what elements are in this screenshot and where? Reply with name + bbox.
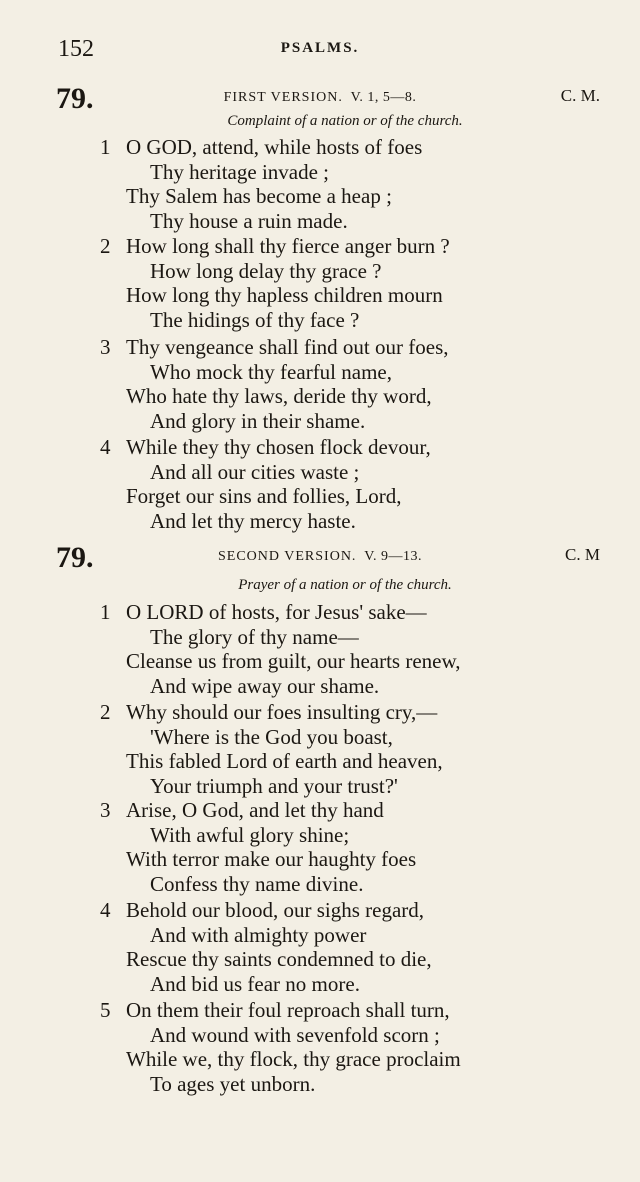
version-label: FIRST VERSION. bbox=[223, 90, 343, 105]
hymn-number: 79. bbox=[56, 82, 94, 115]
verse-line: The glory of thy name— bbox=[150, 624, 359, 649]
verse-line: The hidings of thy face ? bbox=[150, 307, 360, 332]
verse-line: Why should our foes insulting cry,— bbox=[126, 700, 438, 724]
verse-line: How long thy hapless children mourn bbox=[126, 283, 443, 307]
verse-line: O GOD, attend, while hosts of foes bbox=[126, 135, 423, 159]
hymn-number: 79. bbox=[56, 541, 94, 574]
hymn-heading bbox=[0, 541, 640, 575]
verse-line: And wipe away our shame. bbox=[150, 673, 380, 698]
verse-line: Forget our sins and follies, Lord, bbox=[126, 484, 402, 508]
verse-line: And glory in their shame. bbox=[150, 408, 366, 433]
verse-line: While we, thy flock, thy grace proclaim bbox=[126, 1047, 461, 1071]
verse-line: Behold our blood, our sighs regard, bbox=[126, 898, 425, 922]
hymn-heading bbox=[0, 82, 640, 116]
version-label: SECOND VERSION. bbox=[218, 549, 357, 564]
verse-range: V. 1, 5—8. bbox=[350, 90, 417, 105]
meter: C. M. bbox=[560, 86, 600, 105]
verse-line: Arise, O God, and let thy hand bbox=[126, 798, 384, 822]
stanza bbox=[0, 335, 640, 433]
stanza bbox=[0, 435, 640, 533]
stanza-number: 1 bbox=[100, 135, 111, 159]
verse-line: To ages yet unborn. bbox=[150, 1071, 316, 1096]
verse-line: O LORD of hosts, for Jesus' sake— bbox=[126, 600, 427, 624]
stanza bbox=[0, 234, 640, 332]
verse-line: Thy house a ruin made. bbox=[150, 208, 348, 233]
verse-line: While they thy chosen flock devour, bbox=[126, 435, 431, 459]
verse-line: And let thy mercy haste. bbox=[150, 508, 356, 533]
verse-line: And wound with sevenfold scorn ; bbox=[150, 1022, 440, 1047]
stanza-number: 3 bbox=[100, 798, 111, 822]
running-header bbox=[0, 36, 640, 66]
stanza-number: 3 bbox=[100, 335, 111, 359]
stanza-number: 5 bbox=[100, 998, 111, 1022]
stanza bbox=[0, 898, 640, 996]
meter: C. M bbox=[565, 545, 600, 564]
verse-line: Confess thy name divine. bbox=[150, 871, 364, 896]
stanza-number: 4 bbox=[100, 435, 111, 459]
stanza bbox=[0, 600, 640, 698]
stanza bbox=[0, 700, 640, 798]
stanza-number: 2 bbox=[100, 234, 111, 258]
stanza bbox=[0, 998, 640, 1096]
verse-line: How long delay thy grace ? bbox=[150, 258, 382, 283]
verse-line: Who mock thy fearful name, bbox=[150, 359, 392, 384]
verse-line: This fabled Lord of earth and heaven, bbox=[126, 749, 443, 773]
verse-line: With terror make our haughty foes bbox=[126, 847, 417, 871]
verse-line: Thy heritage invade ; bbox=[150, 159, 330, 184]
verse-line: How long shall thy fierce anger burn ? bbox=[126, 234, 450, 258]
verse-line: Thy Salem has become a heap ; bbox=[126, 184, 392, 208]
verse-line: 'Where is the God you boast, bbox=[150, 724, 393, 749]
stanza bbox=[0, 135, 640, 233]
verse-line: Your triumph and your trust?' bbox=[150, 773, 398, 798]
verse-line: Rescue thy saints condemned to die, bbox=[126, 947, 432, 971]
stanza bbox=[0, 798, 640, 896]
verse-line: With awful glory shine; bbox=[150, 822, 350, 847]
verse-line: Thy vengeance shall find out our foes, bbox=[126, 335, 449, 359]
verse-line: And bid us fear no more. bbox=[150, 971, 360, 996]
hymn-subtitle: Complaint of a nation or of the church. bbox=[227, 113, 463, 129]
stanza-number: 1 bbox=[100, 600, 111, 624]
running-title: PSALMS. bbox=[280, 40, 360, 56]
verse-line: Cleanse us from guilt, our hearts renew, bbox=[126, 649, 461, 673]
stanza-number: 2 bbox=[100, 700, 111, 724]
stanza-number: 4 bbox=[100, 898, 111, 922]
verse-line: On them their foul reproach shall turn, bbox=[126, 998, 450, 1022]
page-number: 152 bbox=[58, 36, 94, 62]
verse-line: And with almighty power bbox=[150, 922, 367, 947]
verse-line: Who hate thy laws, deride thy word, bbox=[126, 384, 432, 408]
hymn-subtitle: Prayer of a nation or of the church. bbox=[238, 577, 452, 593]
verse-range: V. 9—13. bbox=[364, 549, 422, 564]
verse-line: And all our cities waste ; bbox=[150, 459, 360, 484]
